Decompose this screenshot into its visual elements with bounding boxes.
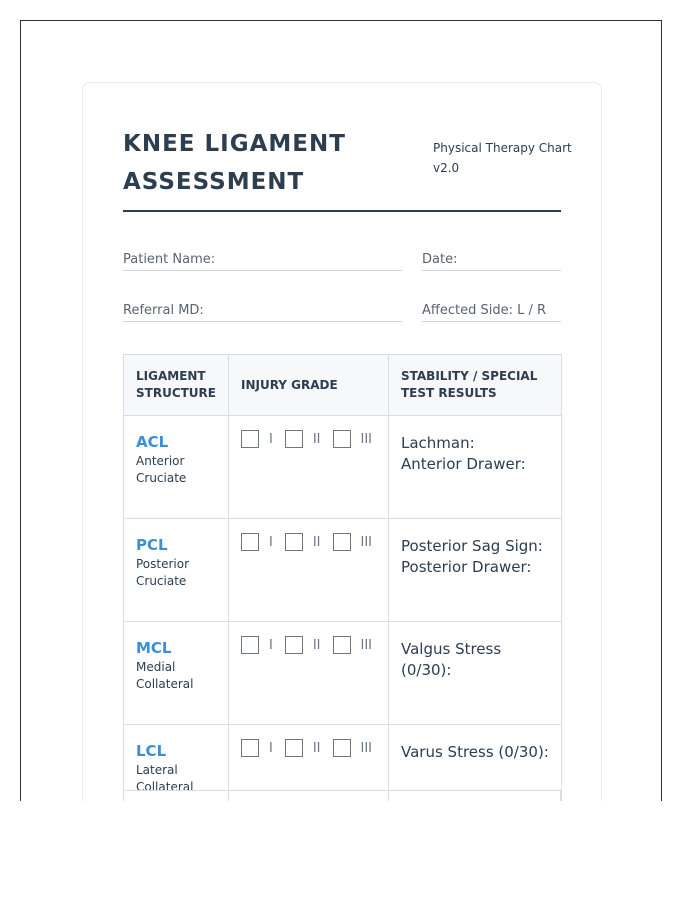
grade-checkbox[interactable]: [241, 430, 259, 448]
referral-md-label: Referral MD:: [123, 303, 204, 318]
table-row: [124, 622, 562, 725]
ligament-table: [123, 354, 562, 801]
grade-label: II: [312, 637, 321, 653]
test-label: Anterior Drawer:: [401, 455, 526, 473]
ligament-name: Anterior Cruciate: [136, 454, 187, 485]
date-label: Date:: [422, 252, 458, 267]
ligament-abbr-lcl: LCL: [136, 742, 167, 760]
grade-options: [241, 430, 388, 448]
ligament-abbr-mcl: MCL: [136, 639, 172, 657]
title-divider: [123, 210, 561, 212]
grade-options: [241, 636, 388, 654]
ligament-cell: [124, 416, 229, 519]
test-label: Lachman:: [401, 434, 475, 452]
grade-checkbox[interactable]: [333, 430, 351, 448]
assessment-card: [82, 82, 602, 801]
ligament-name: Lateral Collateral: [136, 763, 194, 794]
next-section-box: [123, 790, 561, 801]
grade-label: I: [269, 637, 273, 653]
ligament-name: Posterior Cruciate: [136, 557, 190, 588]
grade-checkbox[interactable]: [333, 533, 351, 551]
grade-label: II: [312, 534, 321, 550]
affected-side-label: Affected Side: L / R: [422, 303, 547, 318]
grade-checkbox[interactable]: [285, 739, 303, 757]
grade-cell: [229, 416, 389, 519]
test-label: Posterior Drawer:: [401, 558, 532, 576]
test-results-cell[interactable]: [389, 622, 562, 725]
ligament-cell: [124, 519, 229, 622]
chart-version: Physical Therapy Chart v2.0: [433, 141, 572, 175]
test-results-cell[interactable]: [389, 416, 562, 519]
table-header-row: [124, 355, 562, 416]
grade-label: II: [312, 431, 321, 447]
grade-label: I: [269, 431, 273, 447]
patient-name-label: Patient Name:: [123, 252, 216, 267]
test-label: Valgus Stress (0/30):: [401, 640, 502, 679]
header-injury-grade: INJURY GRADE: [229, 355, 389, 416]
grade-cell: [229, 519, 389, 622]
test-label: Posterior Sag Sign:: [401, 537, 543, 555]
test-results-cell[interactable]: [389, 519, 562, 622]
grade-checkbox[interactable]: [285, 430, 303, 448]
grade-checkbox[interactable]: [241, 739, 259, 757]
date-field[interactable]: [422, 251, 561, 271]
ligament-cell: [124, 622, 229, 725]
patient-name-field[interactable]: [123, 251, 402, 271]
referral-md-field[interactable]: [123, 302, 402, 322]
ligament-name: Medial Collateral: [136, 660, 194, 691]
table-row: [124, 519, 562, 622]
table-row: [124, 416, 562, 519]
grade-options: [241, 533, 388, 551]
ligament-abbr-pcl: PCL: [136, 536, 168, 554]
grade-label: III: [360, 637, 373, 653]
grade-checkbox[interactable]: [241, 533, 259, 551]
grade-checkbox[interactable]: [285, 636, 303, 654]
grade-label: III: [360, 431, 373, 447]
ligament-abbr-acl: ACL: [136, 433, 169, 451]
header-ligament-structure: LIGAMENT STRUCTURE: [124, 355, 229, 416]
grade-label: II: [312, 740, 321, 756]
affected-side-field[interactable]: [422, 302, 561, 322]
grade-label: III: [360, 740, 373, 756]
grade-checkbox[interactable]: [285, 533, 303, 551]
grade-checkbox[interactable]: [333, 636, 351, 654]
grade-checkbox[interactable]: [241, 636, 259, 654]
grade-label: I: [269, 534, 273, 550]
grade-label: I: [269, 740, 273, 756]
grade-options: [241, 739, 388, 757]
grade-cell: [229, 622, 389, 725]
page-title: KNEE LIGAMENT ASSESSMENT: [123, 131, 346, 195]
header-stability-tests: STABILITY / SPECIAL TEST RESULTS: [389, 355, 562, 416]
grade-label: III: [360, 534, 373, 550]
page-frame: [20, 20, 662, 801]
test-label: Varus Stress (0/30):: [401, 743, 549, 761]
grade-checkbox[interactable]: [333, 739, 351, 757]
